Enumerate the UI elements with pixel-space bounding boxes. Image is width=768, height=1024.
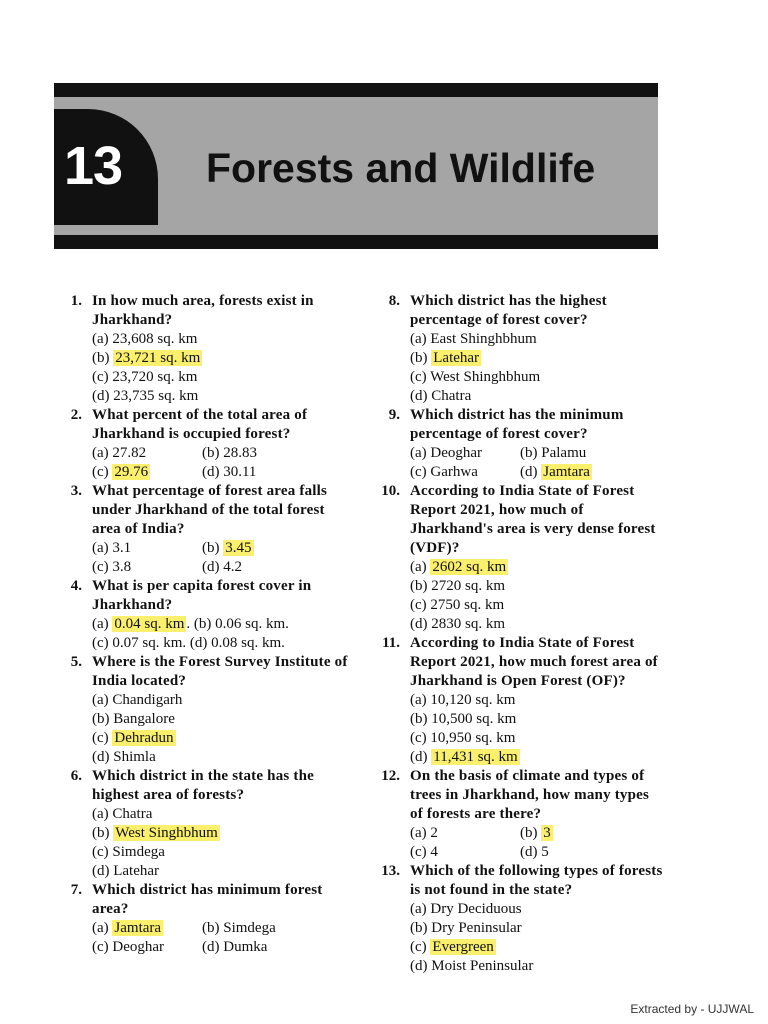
option-pair — [92, 558, 356, 577]
question-options — [374, 900, 664, 976]
option: (a) 2 — [410, 825, 438, 841]
question-number: 8. — [388, 293, 400, 309]
question-row — [374, 406, 664, 444]
option: (b) Dry Peninsular — [410, 920, 522, 936]
question-row — [56, 292, 356, 330]
option: (b) 10,500 sq. km — [410, 711, 517, 727]
option: (d) Latehar — [92, 863, 160, 879]
question-text: Which district has the highest percentage of forest cover? — [410, 293, 607, 328]
left-column — [56, 292, 356, 957]
question-row — [56, 406, 356, 444]
option: (b) Palamu — [520, 445, 587, 461]
option: (d) Chatra — [410, 388, 472, 404]
question-text: In how much area, forests exist in Jharkhand? — [92, 293, 314, 328]
option: (a) Dry Deciduous — [410, 901, 522, 917]
option-pair — [410, 463, 664, 482]
chapter-number: 13 — [64, 136, 123, 196]
option: (c) 4 — [410, 844, 438, 860]
question-text: On the basis of climate and types of trees in Jharkhand, how many types of forests are there? — [410, 768, 650, 822]
question-number: 13. — [381, 863, 400, 879]
option: (b) Bangalore — [92, 711, 175, 727]
option: (c) 2750 sq. km — [410, 597, 505, 613]
answer-highlight: Jamtara — [543, 464, 590, 480]
question-row — [56, 767, 356, 805]
option: (c) 10,950 sq. km — [410, 730, 516, 746]
answer-highlight: Dehradun — [114, 730, 174, 746]
option-pair — [92, 463, 356, 482]
option: (c) 3.8 — [92, 559, 132, 575]
option: (a) Chatra — [92, 806, 153, 822]
banner-top-bar — [54, 83, 658, 97]
option: (d) 2830 sq. km — [410, 616, 505, 632]
chapter-banner — [54, 83, 658, 249]
question-row — [56, 881, 356, 919]
question-number: 5. — [70, 654, 82, 670]
option-pair — [410, 843, 664, 862]
option: (a) 2602 sq. km — [410, 559, 507, 575]
option: (a) 27.82 — [92, 445, 147, 461]
option: (a) Jamtara — [92, 920, 162, 936]
question-row — [374, 634, 664, 691]
option: (d) 11,431 sq. km — [410, 749, 518, 765]
option: (a) 10,120 sq. km — [410, 692, 516, 708]
answer-highlight: Evergreen — [432, 939, 494, 955]
option-pair — [92, 938, 356, 957]
option: (c) 23,720 sq. km — [92, 369, 198, 385]
option: (c) Evergreen — [410, 939, 494, 955]
question-number: 9. — [388, 407, 400, 423]
option: (c) Simdega — [92, 844, 165, 860]
option: (c) Deoghar — [92, 939, 165, 955]
answer-highlight: 3 — [543, 825, 551, 841]
answer-highlight: 3.45 — [225, 540, 252, 556]
question-row — [374, 862, 664, 900]
option-pair — [410, 444, 664, 463]
option: (a) 3.1 — [92, 540, 132, 556]
question-number: 6. — [70, 768, 82, 784]
question-text: Which of the following types of forests is not found in the state? — [410, 863, 663, 898]
answer-highlight: 2602 sq. km — [432, 559, 507, 575]
option: (b) West Singhbhum — [92, 825, 218, 841]
question-text: What percentage of forest area falls under Jharkhand of the total forest area of India? — [92, 483, 328, 537]
question-options — [374, 824, 664, 862]
option: (a) 0.04 sq. km . (b) 0.06 sq. km. — [92, 616, 289, 632]
option: (a) Deoghar — [410, 445, 483, 461]
question-number: 4. — [70, 578, 82, 594]
question-number: 10. — [381, 483, 400, 499]
footer-credit: Extracted by - UJJWAL — [630, 1002, 754, 1016]
answer-highlight: 29.76 — [114, 464, 149, 480]
option: (b) 2720 sq. km — [410, 578, 505, 594]
question-text: Where is the Forest Survey Institute of India located? — [92, 654, 348, 689]
question-options — [56, 919, 356, 957]
right-column — [374, 292, 664, 976]
option: (c) Dehradun — [92, 730, 174, 746]
option-pair — [92, 539, 356, 558]
option-pair — [410, 824, 664, 843]
option: (b) Simdega — [202, 920, 276, 936]
option: (d) 23,735 sq. km — [92, 388, 199, 404]
question-number: 3. — [70, 483, 82, 499]
option: (c) 0.07 sq. km. (d) 0.08 sq. km. — [92, 635, 285, 651]
option: (a) 23,608 sq. km — [92, 331, 198, 347]
option: (d) Dumka — [202, 939, 268, 955]
question-number: 2. — [70, 407, 82, 423]
option: (c) West Shinghbhum — [410, 369, 541, 385]
question-options — [56, 444, 356, 482]
question-options — [56, 691, 356, 767]
option: (d) 30.11 — [202, 464, 257, 480]
question-options — [374, 444, 664, 482]
answer-highlight: 23,721 sq. km — [115, 350, 201, 366]
question-text: Which district has minimum forest area? — [92, 882, 323, 917]
question-row — [374, 482, 664, 558]
question-options — [56, 615, 356, 653]
chapter-title: Forests and Wildlife — [206, 145, 596, 191]
question-options — [374, 558, 664, 634]
banner-bottom-bar — [54, 235, 658, 249]
option: (d) Jamtara — [520, 464, 590, 480]
question-row — [56, 482, 356, 539]
question-number: 11. — [382, 635, 400, 651]
question-number: 12. — [381, 768, 400, 784]
option: (a) East Shinghbhum — [410, 331, 537, 347]
option: (b) 23,721 sq. km — [92, 350, 201, 366]
option: (b) 3 — [520, 825, 551, 841]
option: (d) Shimla — [92, 749, 156, 765]
option-pair — [92, 919, 356, 938]
question-options — [56, 539, 356, 577]
answer-highlight: Latehar — [433, 350, 480, 366]
option: (d) 5 — [520, 844, 549, 860]
question-text: What is per capita forest cover in Jharkhand? — [92, 578, 312, 613]
question-row — [56, 653, 356, 691]
option: (d) Moist Peninsular — [410, 958, 534, 974]
question-number: 7. — [70, 882, 82, 898]
option: (d) 4.2 — [202, 559, 242, 575]
option: (b) 3.45 — [202, 540, 252, 556]
question-text: According to India State of Forest Report 2021, how much forest area of Jharkhand is Open Forest (OF)? — [410, 635, 658, 689]
option: (a) Chandigarh — [92, 692, 183, 708]
answer-highlight: 11,431 sq. km — [433, 749, 518, 765]
option: (b) Latehar — [410, 350, 480, 366]
question-options — [374, 330, 664, 406]
question-row — [374, 292, 664, 330]
option: (b) 28.83 — [202, 445, 257, 461]
question-options — [374, 691, 664, 767]
answer-highlight: Jamtara — [114, 920, 162, 936]
question-row — [374, 767, 664, 824]
answer-highlight: 0.04 sq. km — [114, 616, 185, 632]
question-options — [56, 330, 356, 406]
question-row — [56, 577, 356, 615]
option: (c) Garhwa — [410, 464, 478, 480]
question-text: According to India State of Forest Report 2021, how much of Jharkhand's area is very dense forest (VDF)? — [410, 483, 656, 556]
question-text: Which district has the minimum percentage of forest cover? — [410, 407, 624, 442]
question-options — [56, 805, 356, 881]
question-text: Which district in the state has the highest area of forests? — [92, 768, 314, 803]
answer-highlight: West Singhbhum — [115, 825, 218, 841]
option-pair — [92, 444, 356, 463]
option: (c) 29.76 — [92, 464, 149, 480]
question-number: 1. — [70, 293, 82, 309]
question-text: What percent of the total area of Jharkhand is occupied forest? — [92, 407, 308, 442]
